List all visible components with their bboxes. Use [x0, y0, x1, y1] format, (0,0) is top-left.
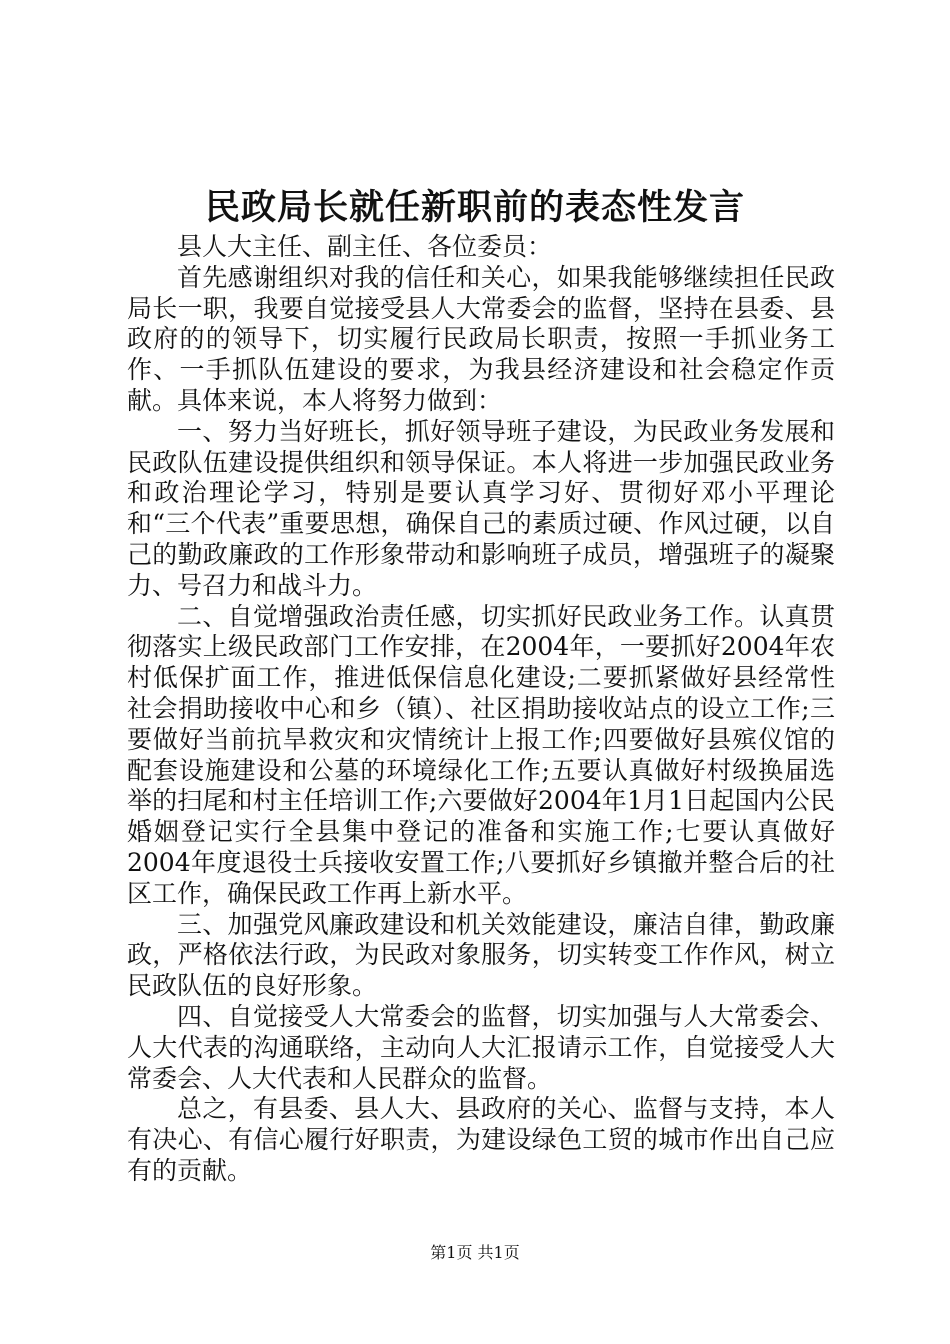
paragraph-intro: 首先感谢组织对我的信任和关心，如果我能够继续担任民政局长一职，我要自觉接受县人大常委会的监督，坚持在县委、县政府的的领导下，切实履行民政局长职责，按照一手抓业务工作、一手抓队伍建设的要求，为我县经济建设和社会稳定作贡献。具体来说，本人将努力做到： — [127, 262, 835, 415]
paragraph-conclusion: 总之，有县委、县人大、县政府的关心、监督与支持，本人有决心、有信心履行好职责，为建设绿色工贸的城市作出自己应有的贡献。 — [127, 1094, 835, 1185]
paragraph-point-3: 三、加强党风廉政建设和机关效能建设，廉洁自律，勤政廉政，严格依法行政，为民政对象服务，切实转变工作作风，树立民政队伍的良好形象。 — [127, 909, 835, 1001]
salutation: 县人大主任、副主任、各位委员： — [177, 232, 553, 261]
document-title: 民政局长就任新职前的表态性发言 — [204, 187, 745, 228]
paragraph-point-2: 二、自觉增强政治责任感，切实抓好民政业务工作。认真贯彻落实上级民政部门工作安排，在2004年，一要抓好2004年农村低保扩面工作，推进低保信息化建设;二要抓紧做好县经常性社会捐助接收中心和乡（镇）、社区捐助接收站点的设立工作;三要做好当前抗旱救灾和灾情统计上报工作;四要做好县殡仪馆的配套设施建设和公墓的环境绿化工作;五要认真做好村级换届选举的扫尾和村主任培训工作;六要做好2004年1月1日起国内公民婚姻登记实行全县集中登记的准备和实施工作;七要认真做好2004年度退役士兵接收安置工作;八要抓好乡镇撤并整合后的社区工作，确保民政工作再上新水平。 — [127, 601, 835, 908]
document-body — [127, 232, 835, 1187]
paragraph-point-1: 一、努力当好班长，抓好领导班子建设，为民政业务发展和民政队伍建设提供组织和领导保证。本人将进一步加强民政业务和政治理论学习，特别是要认真学习好、贯彻好邓小平理论和“三个代表”重要思想，确保自己的素质过硬、作风过硬，以自己的勤政廉政的工作形象带动和影响班子成员，增强班子的凝聚力、号召力和战斗力。 — [127, 416, 835, 600]
page-footer: 第1页 共1页 — [430, 1243, 520, 1262]
paragraph-point-4: 四、自觉接受人大常委会的监督，切实加强与人大常委会、人大代表的沟通联络，主动向人大汇报请示工作，自觉接受人大常委会、人大代表和人民群众的监督。 — [127, 1001, 835, 1093]
